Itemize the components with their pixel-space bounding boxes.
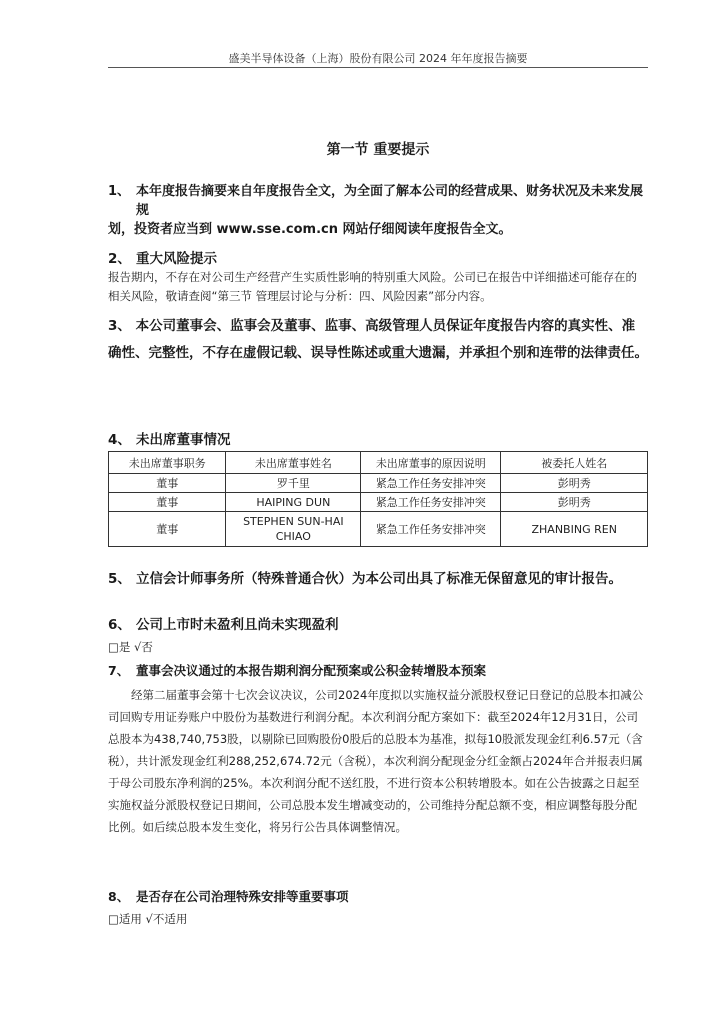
item-1-continued [108, 218, 648, 237]
table-cell: 彭明秀 [501, 474, 648, 493]
table-cell: HAIPING DUN [226, 493, 361, 512]
item-2-title: 重大风险提示 [136, 251, 217, 267]
item-3-text: 本公司董事会、监事会及董事、监事、高级管理人员保证年度报告内容的真实性、准确性、完整性，不存在虚假记载、误导性陈述或重大遗漏，并承担个别和连带的法律责任。 [108, 318, 648, 361]
item-4-heading [108, 428, 648, 448]
item-1-text-line2: 划，投资者应当到 www.sse.com.cn 网站仔细阅读年度报告全文。 [108, 222, 512, 237]
item-7-title: 董事会决议通过的本报告期利润分配预案或公积金转增股本预案 [136, 663, 487, 678]
item-number: 2、 [108, 251, 131, 267]
item-4-title: 未出席董事情况 [136, 432, 231, 448]
item-8-title: 是否存在公司治理特殊安排等重要事项 [136, 889, 349, 904]
table-row [109, 512, 648, 547]
table-cell: ZHANBING REN [501, 512, 648, 547]
item-1 [108, 180, 648, 218]
table-row [109, 493, 648, 512]
item-2-heading [108, 247, 648, 267]
item-6-heading [108, 613, 648, 633]
table-row [109, 474, 648, 493]
item-number: 8、 [108, 889, 130, 904]
item-number: 1、 [108, 184, 131, 199]
item-8-options: □适用 √不适用 [108, 912, 188, 926]
page-header: 盛美半导体设备（上海）股份有限公司 2024 年年度报告摘要 [228, 52, 528, 65]
table-cell: STEPHEN SUN-HAI CHIAO [226, 512, 361, 547]
item-7-body: 经第二届董事会第十七次会议决议，公司2024年度拟以实施权益分派股权登记日登记的总股本扣减公司回购专用证券账户中股份为基数进行利润分配。本次利润分配方案如下：截至2024年12月31日，公司总股本为438,740,753股，以剔除已回购股份0股后的总股本为基准，拟每10股派发现金红利6.57元（含税），共计派发现金红利288,252,674.72元（含税），本次利润分配现金分红金额占2024年合并报表归属于母公司股东净利润的25%。本次利润分配不送红股，不进行资本公积转增股本。如在公告披露之日起至实施权益分派股权登记日期间，公司总股本发生增减变动的，公司维持分配总额不变，相应调整每股分配比例。如后续总股本发生变化，将另行公告具体调整情况。 [108, 688, 644, 834]
table-cell: 董事 [109, 512, 226, 547]
table-cell: 董事 [109, 474, 226, 493]
table-header-cell: 被委托人姓名 [501, 452, 648, 474]
item-3 [108, 313, 648, 367]
item-6-title: 公司上市时未盈利且尚未实现盈利 [136, 617, 339, 633]
table-header-cell: 未出席董事职务 [109, 452, 226, 474]
item-6-options: □是 √否 [108, 640, 153, 654]
item-number: 5、 [108, 571, 131, 587]
table-cell: 紧急工作任务安排冲突 [361, 512, 501, 547]
table-cell: 紧急工作任务安排冲突 [361, 474, 501, 493]
item-8-heading [108, 887, 648, 905]
item-number: 7、 [108, 663, 130, 678]
table-header-row [109, 452, 648, 474]
item-5 [108, 567, 648, 587]
item-2-body: 报告期内，不存在对公司生产经营产生实质性影响的特别重大风险。公司已在报告中详细描述可能存在的相关风险，敬请查阅“第三节 管理层讨论与分析：四、风险因素”部分内容。 [108, 270, 637, 303]
table-header-cell: 未出席董事的原因说明 [361, 452, 501, 474]
item-number: 6、 [108, 617, 131, 633]
item-1-text-line1: 本年度报告摘要来自年度报告全文，为全面了解本公司的经营成果、财务状况及未来发展规 [136, 184, 644, 218]
section-title: 第一节 重要提示 [326, 142, 430, 158]
item-number: 3、 [108, 318, 131, 334]
item-7-heading [108, 661, 648, 679]
item-number: 4、 [108, 432, 131, 448]
header-divider [108, 67, 648, 68]
item-5-text: 立信会计师事务所（特殊普通合伙）为本公司出具了标准无保留意见的审计报告。 [136, 571, 622, 587]
table-cell: 彭明秀 [501, 493, 648, 512]
table-cell: 罗千里 [226, 474, 361, 493]
table-cell: 董事 [109, 493, 226, 512]
table-header-cell: 未出席董事姓名 [226, 452, 361, 474]
absent-directors-table [108, 451, 648, 547]
table-cell: 紧急工作任务安排冲突 [361, 493, 501, 512]
